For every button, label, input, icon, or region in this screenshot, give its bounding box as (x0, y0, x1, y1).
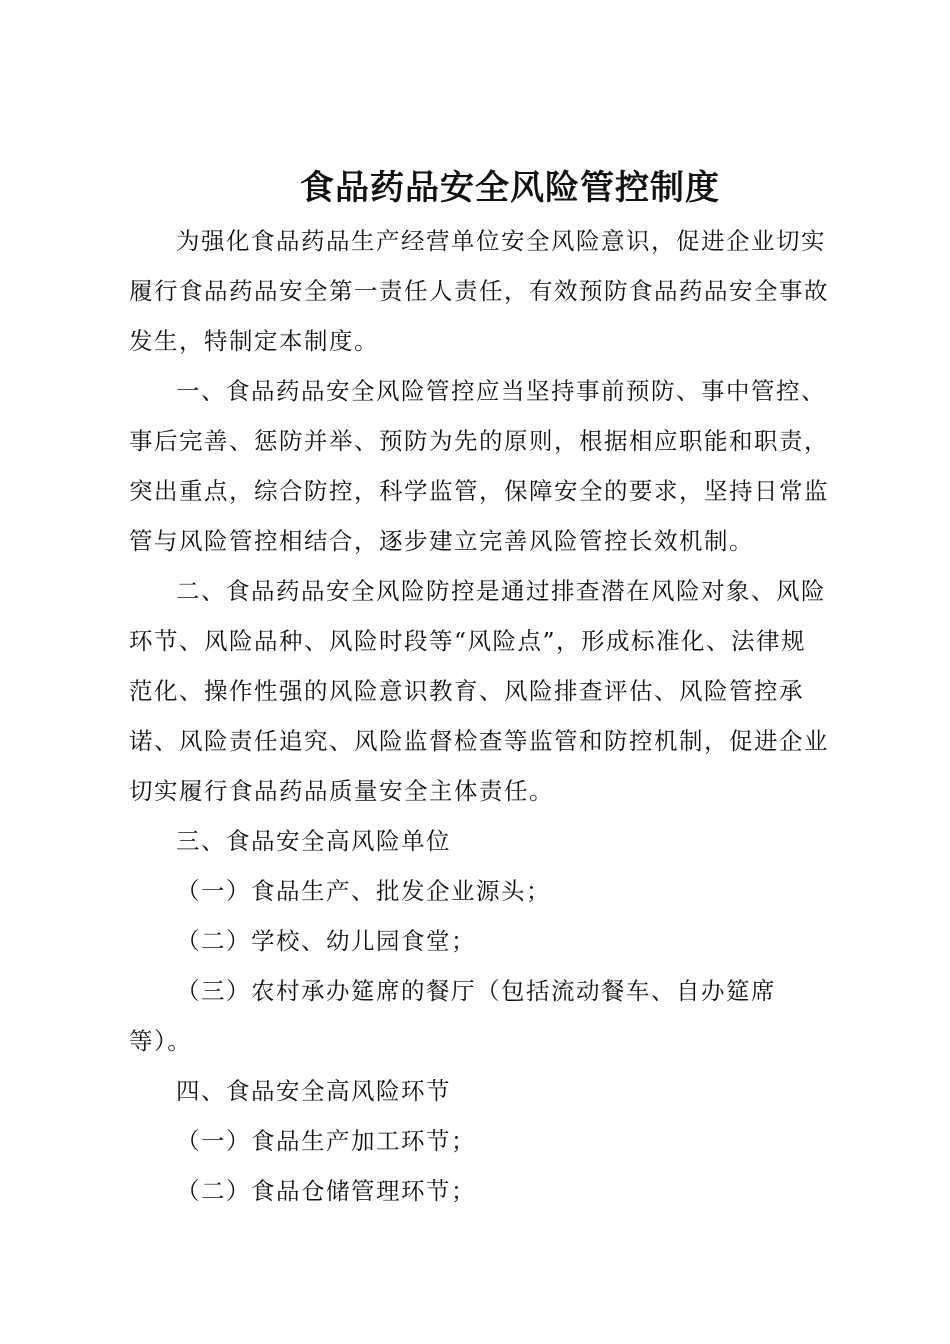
section-3-heading: 三、食品安全高风险单位 (176, 827, 451, 855)
section-3-item-1: （一）食品生产、批发企业源头； (176, 877, 551, 905)
section-3-item-2: （二）学校、幼儿园食堂； (176, 927, 476, 955)
section-4-item-1: （一）食品生产加工环节； (176, 1127, 476, 1155)
section-2-paragraph: 二、食品药品安全风险防控是通过排查潜在风险对象、风险环节、风险品种、风险时段等“风险点”，形成标准化、法律规范化、操作性强的风险意识教育、风险排查评估、风险管控承诺、风险责任追究、风险监督检查等监管和防控机制，促进企业切实履行食品药品质量安全主体责任。 (129, 577, 829, 805)
document-title: 食品药品安全风险管控制度 (300, 167, 720, 208)
section-4-heading: 四、食品安全高风险环节 (176, 1077, 451, 1105)
document-body (129, 216, 829, 1216)
section-1-paragraph: 一、食品药品安全风险管控应当坚持事前预防、事中管控、事后完善、惩防并举、预防为先的原则，根据相应职能和职责，突出重点，综合防控，科学监管，保障安全的要求，坚持日常监管与风险管控相结合，逐步建立完善风险管控长效机制。 (129, 377, 829, 555)
intro-paragraph: 为强化食品药品生产经营单位安全风险意识，促进企业切实履行食品药品安全第一责任人责任，有效预防食品药品安全事故发生，特制定本制度。 (129, 227, 829, 355)
section-4-item-2: （二）食品仓储管理环节； (176, 1177, 476, 1205)
section-3-item-3: （三）农村承办筵席的餐厅（包括流动餐车、自办筵席等）。 (129, 977, 776, 1055)
